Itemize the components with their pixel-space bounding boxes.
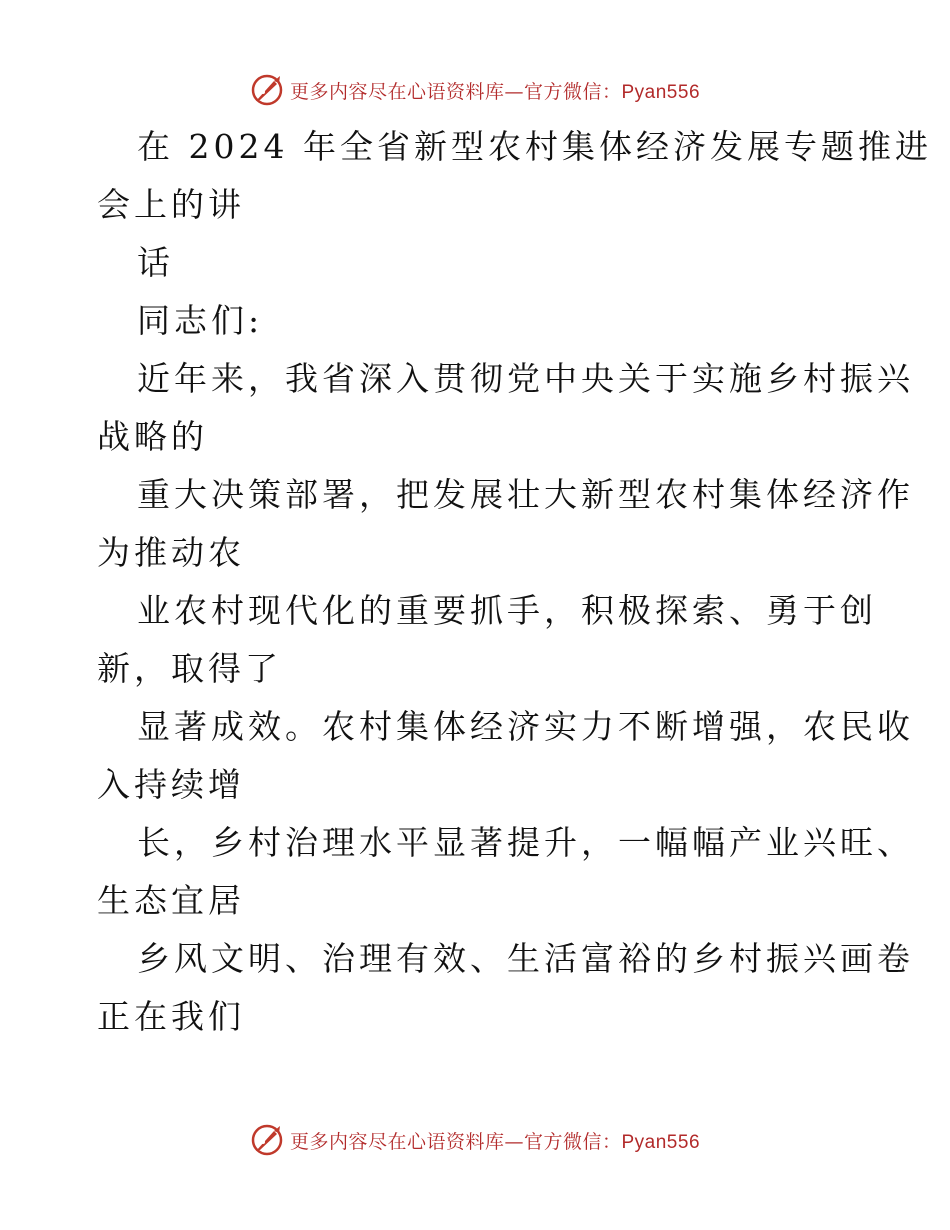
title-line-1: 在 2024 年全省新型农村集体经济发展专题推进	[137, 127, 932, 166]
paragraph-line: 显著成效。农村集体经济实力不断增强，农民收	[137, 707, 914, 746]
paragraph-line: 新，取得了	[97, 649, 282, 688]
paragraph-line: 战略的	[97, 417, 208, 456]
watermark-text: 更多内容尽在心语资料库—官方微信：Pyan556	[289, 80, 701, 103]
salutation: 同志们:	[137, 301, 264, 340]
quill-logo-icon	[250, 1123, 284, 1157]
paragraph-line: 入持续增	[97, 765, 245, 804]
paragraph-line: 长，乡村治理水平显著提升，一幅幅产业兴旺、	[137, 823, 914, 862]
paragraph-line: 近年来，我省深入贯彻党中央关于实施乡村振兴	[137, 359, 914, 398]
paragraph-line: 乡风文明、治理有效、生活富裕的乡村振兴画卷	[137, 939, 914, 978]
paragraph-line: 生态宜居	[97, 881, 245, 920]
paragraph-line: 业农村现代化的重要抓手，积极探索、勇于创	[137, 591, 877, 630]
paragraph-line: 重大决策部署，把发展壮大新型农村集体经济作	[137, 475, 914, 514]
header-watermark	[0, 70, 950, 110]
quill-logo-icon	[250, 73, 284, 107]
footer-watermark	[0, 1120, 950, 1160]
title-line-3: 话	[137, 243, 174, 282]
paragraph-line: 正在我们	[97, 997, 245, 1036]
title-line-2: 会上的讲	[97, 185, 245, 224]
watermark-text: 更多内容尽在心语资料库—官方微信：Pyan556	[289, 1130, 701, 1153]
paragraph-line: 为推动农	[97, 533, 245, 572]
